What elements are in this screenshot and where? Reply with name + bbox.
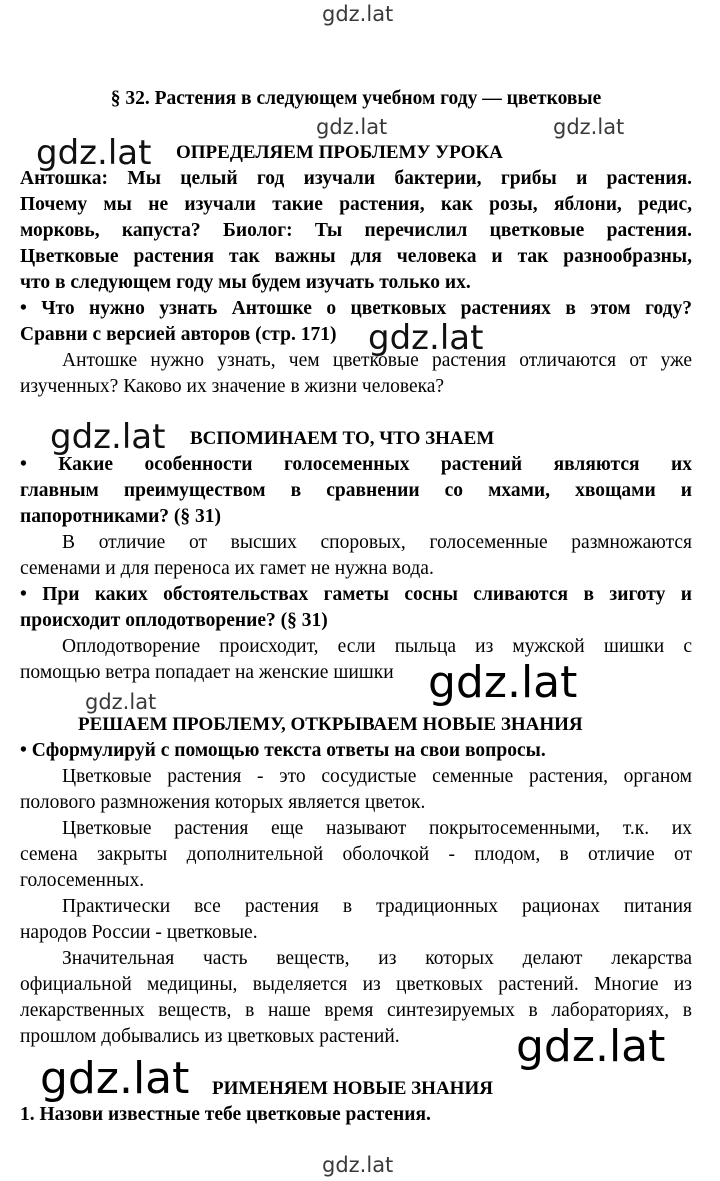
answer-line: Оплодотворение происходит, если пыльца из мужской шишки с xyxy=(62,636,692,657)
watermark: gdz.lat xyxy=(40,1053,190,1104)
watermark: gdz.lat xyxy=(316,115,388,139)
question-line: главным преимуществом в сравнении со мхами, хвощами и xyxy=(20,480,692,501)
task-line: • Сформулируй с помощью текста ответы на свои вопросы. xyxy=(20,740,546,761)
watermark: gdz.lat xyxy=(322,2,394,26)
paragraph-line: полового размножения которых является цветок. xyxy=(20,792,426,813)
watermark: gdz.lat xyxy=(553,115,625,139)
watermark: gdz.lat xyxy=(428,657,578,708)
paragraph-line: семена закрыты дополнительной оболочкой - плодом, в отличие от xyxy=(20,844,692,865)
answer-line: Антошке нужно узнать, чем цветковые растения отличаются от уже xyxy=(62,350,692,371)
question-line: • Какие особенности голосеменных растений являются их xyxy=(20,454,692,475)
dialog-line: морковь, капуста? Биолог: Ты перечислил цветковые растения. xyxy=(20,220,692,241)
paragraph-line: официальной медицины, выделяется из цветковых растений. Многие из xyxy=(20,974,692,995)
dialog-line: Цветковые растения так важны для человека и так разнообразны, xyxy=(20,246,692,267)
paragraph-line: Практически все растения в традиционных рационах питания xyxy=(62,896,692,917)
paragraph-line: прошлом добывались из цветковых растений. xyxy=(20,1026,400,1047)
answer-line: изученных? Каково их значение в жизни человека? xyxy=(20,376,445,397)
paragraph-line: Цветковые растения еще называют покрытосеменными, т.к. их xyxy=(62,818,692,839)
page-title: § 32. Растения в следующем учебном году — цветковые xyxy=(110,88,602,109)
dialog-line: Антошка: Мы целый год изучали бактерии, грибы и растения. xyxy=(20,168,692,189)
section-heading-recall: ВСПОМИНАЕМ ТО, ЧТО ЗНАЕМ xyxy=(190,428,495,449)
paragraph-line: Цветковые растения - это сосудистые семенные растения, органом xyxy=(62,766,692,787)
watermark: gdz.lat xyxy=(322,1153,394,1177)
dialog-line: Почему мы не изучали такие растения, как розы, яблони, редис, xyxy=(20,194,692,215)
watermark: gdz.lat xyxy=(36,133,152,173)
question-line: Сравни с версией авторов (стр. 171) xyxy=(20,324,337,345)
question-line: происходит оплодотворение? (§ 31) xyxy=(20,610,328,631)
watermark: gdz.lat xyxy=(516,1021,666,1072)
section-heading-apply: РИМЕНЯЕМ НОВЫЕ ЗНАНИЯ xyxy=(212,1078,493,1099)
section-heading-problem: ОПРЕДЕЛЯЕМ ПРОБЛЕМУ УРОКА xyxy=(176,142,503,163)
watermark: gdz.lat xyxy=(50,417,166,457)
answer-line: семенами и для переноса их гамет не нужна вода. xyxy=(20,558,434,579)
answer-line: помощью ветра попадает на женские шишки xyxy=(20,662,394,683)
dialog-line: что в следующем году мы будем изучать только их. xyxy=(20,272,471,293)
answer-line: В отличие от высших споровых, голосеменные размножаются xyxy=(62,532,692,553)
task-line: 1. Назови известные тебе цветковые растения. xyxy=(20,1104,431,1125)
question-line: папоротниками? (§ 31) xyxy=(20,506,222,527)
paragraph-line: голосеменных. xyxy=(20,870,145,891)
question-line: • При каких обстоятельствах гаметы сосны сливаются в зиготу и xyxy=(20,584,692,605)
section-heading-solve: РЕШАЕМ ПРОБЛЕМУ, ОТКРЫВАЕМ НОВЫЕ ЗНАНИЯ xyxy=(78,714,583,735)
paragraph-line: народов России - цветковые. xyxy=(20,922,258,943)
watermark: gdz.lat xyxy=(85,690,157,714)
paragraph-line: лекарственных веществ, в наше время синтезируемых в лабораториях, в xyxy=(20,1000,692,1021)
watermark: gdz.lat xyxy=(368,318,484,358)
paragraph-line: Значительная часть веществ, из которых делают лекарства xyxy=(62,948,692,969)
question-line: • Что нужно узнать Антошке о цветковых растениях в этом году? xyxy=(20,298,692,319)
